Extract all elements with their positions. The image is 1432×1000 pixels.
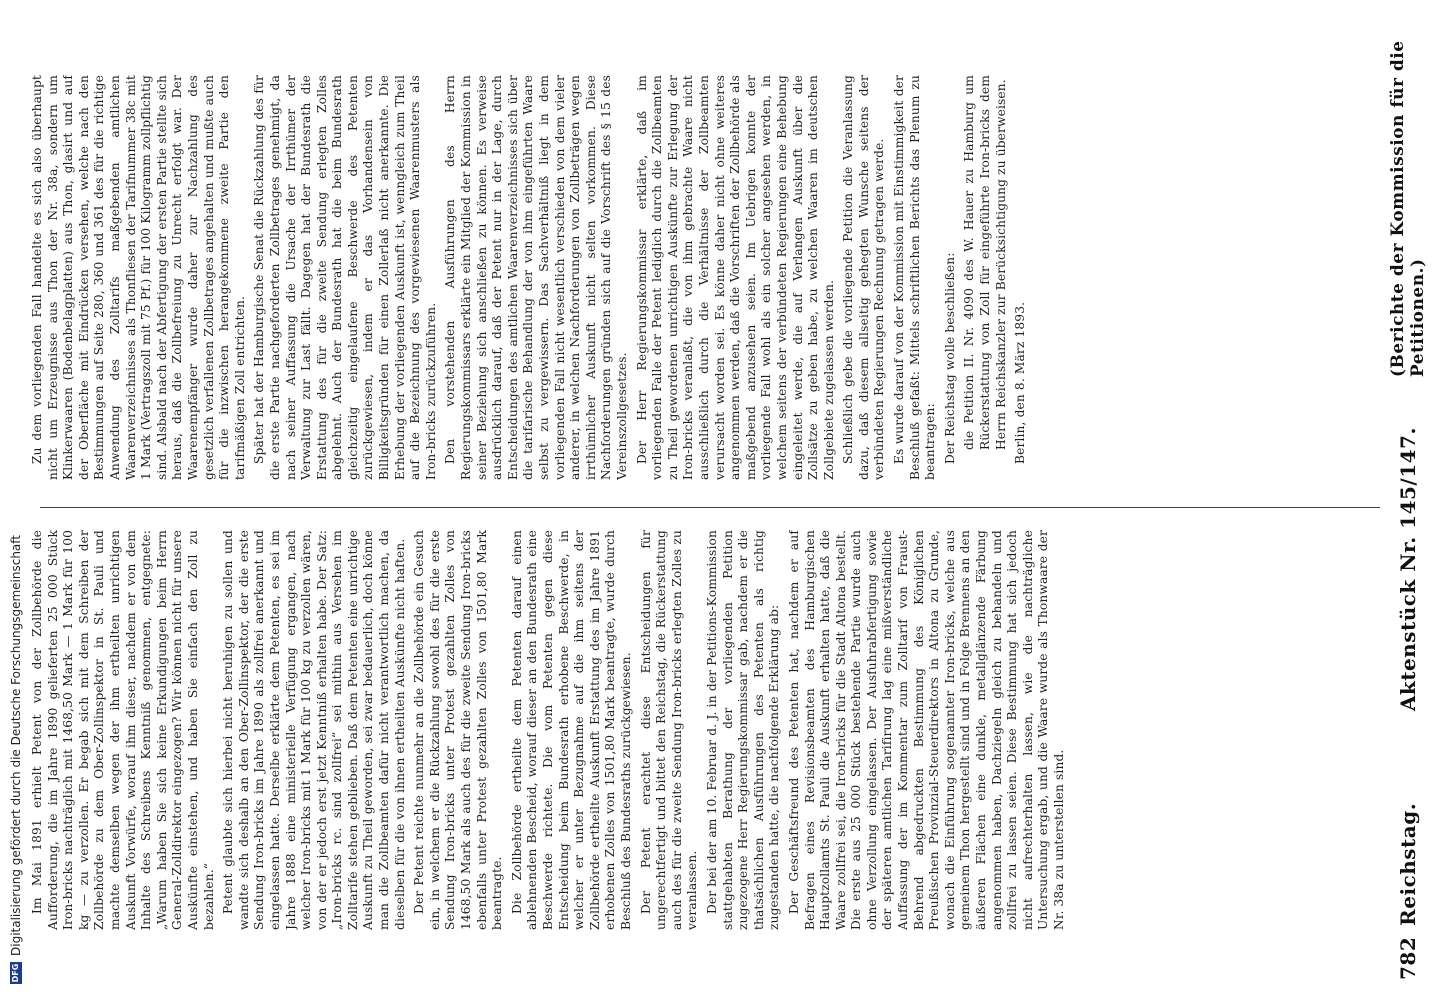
dfg-logo: DFG xyxy=(11,963,20,983)
left-paragraph: Die Zollbehörde ertheilte dem Petenten darauf einen ablehnenden Bescheid, worauf dieser an den Bundesrath eine Beschwerde richtete. Die vom Petenten gegen diese Entscheidung beim Bundesrath erhobene Beschwerde, in welcher er unter Bezugnahme auf die ihm seitens der Zollbehörde ertheilte Auskunft Erstattung des im Jahre 1891 erhobenen Zolles von 1501,80 Mark beantragte, wurde durch Beschluß des Bundesraths zurückgewiesen. xyxy=(509,530,633,930)
page-header xyxy=(1388,20,1428,980)
left-paragraph: Der bei der am 10. Februar d. J. in der Petitions-Kommission stattgehabten Berathung der vorliegenden Petition zugezogene Herr Regierungskommissar gab, nachdem er die thatsächlichen Ausführungen des Petenten als richtig zugestanden hatte, die nachfolgende Erklärung ab: xyxy=(704,530,782,930)
resolution-text: die Petition II. Nr. 4090 des W. Hauer zu Hamburg um Rückerstattung von Zoll für eingeführte Iron-bricks dem Herrn Reichskanzler zur Berücksichtigung zu überweisen. xyxy=(962,75,1008,450)
header-aktenstueck: Aktenstück Nr. 145/147. xyxy=(1396,427,1420,712)
right-paragraph: Später hat der Hamburgische Senat die Rückzahlung des für die erste Partie nachgeforderten Zollbetrages genehmigt, da nach seiner Auffassung die Ursache der Irrthümer der Verwaltung zur Last fällt. Dagegen hat der Bundesrath die Erstattung des für die zweite Sendung erlegten Zolles abgelehnt. Auch der Bundesrath hat die beim Bundesrath gleichzeitig eingelaufene Beschwerde des Petenten zurückgewiesen, indem er das Vorhandensein von Billigkeitsgründen für einen Zollerlaß nicht anerkannte. Die Erhebung der vorliegenden Auskunft ist, wenngleich zum Theil auf die Bezeichnung des vorgewiesenen Waarenmusters als Iron-bricks zurückzuführen. xyxy=(252,75,438,480)
header-section-title: (Berichte der Kommission für die Petitionen.) xyxy=(1388,40,1428,378)
header-reichstag: Reichstag. xyxy=(1396,802,1420,926)
column-divider xyxy=(40,507,1380,508)
digitization-footer xyxy=(6,535,26,984)
left-paragraph: Im Mai 1891 erhielt Petent von der Zollbehörde die Aufforderung, die im Jahre 1890 gelieferten 25 000 Stück Iron-bricks nachträglich mit 1468,50 Mark — 1 Mark für 100 kg — zu verzollen. Er begab sich mit dem Schreiben der Zollbehörde zu dem Ober-Zollinspektor in St. Pauli und machte demselben wegen der ihm ertheilten unrichtigen Auskunft Vorwürfe, worauf ihm dieser, nachdem er von dem Inhalte des Schreibens Kenntniß genommen, entgegnete: „Warum haben Sie sich keine Erkundigungen beim Herrn General-Zolldirektor eingezogen? Wir können nicht für unsere Auskünfte einstehen, und haben Sie einfach den Zoll zu bezahlen.“ xyxy=(30,530,216,930)
left-paragraph: Der Petent erachtet diese Entscheidungen für ungerechtfertigt und bittet den Reichstag, die Rückerstattung auch des für die zweite Sendung Iron-bricks erlegten Zolles zu veranlassen. xyxy=(638,530,700,930)
right-paragraph: Den vorstehenden Ausführungen des Herrn Regierungskommissars erklärte ein Mitglied der Kommission in seiner Beziehung sich anschließen zu können. Es verweise ausdrücklich darauf, daß der Petent nur in der Lage, durch Entscheidungen des amtlichen Waarenverzeichnisses sich über die tarifarische Behandlung der von ihm eingeführten Waare selbst zu vergewissern. Das Sachverhältniß liegt in dem vorliegenden Fall nicht wesentlich verschieden von dem vieler anderer, in welchen Nachforderungen von Zollbeträgen wegen irrthümlicher Auskunft nicht selten vorkommen. Diese Nachforderungen gründen sich auf die Vorschrift des § 15 des Vereinszollgesetzes. xyxy=(443,75,629,480)
right-paragraph: Der Herr Regierungskommissar erklärte, daß im vorliegenden Falle der Petent lediglich durch die Zollbeamten zu Theil gewordenen unrichtigen Auskünfte zur Erlegung der Iron-bricks veranlaßt, die von ihm gebrachte Waare nicht ausschließlich durch die Verhältnisse der Zollbeamten verursacht worden sei. Es könne daher nicht ohne weiteres angenommen werden, daß die Vorschriften der Zollbehörde als maßgebend anzusehen seien. Im Uebrigen konnte der vorliegende Fall wohl als ein solcher angesehen werden, in welchem seitens der verbündeten Regierungen eine Behebung eingeleitet werde, die auf Verlangen Auskunft über die Zollsätze zu geben habe, zu welchen Waaren im deutschen Zollgebiete zugelassen werden. xyxy=(634,75,836,480)
footer-text: Digitalisierung gefördert durch die Deutsche Forschungsgemeinschaft xyxy=(9,534,23,956)
left-paragraph: Petent glaubte sich hierbei nicht beruhigen zu sollen und wandte sich deshalb an den Ober-Zollinspektor, der die erste Sendung Iron-bricks im Jahre 1890 als zollfrei anerkannt und eingelassen hatte. Derselbe erklärte dem Petenten, es sei im Jahre 1888 eine ministerielle Verfügung ergangen, nach welcher Iron-bricks mit 1 Mark für 100 kg zu verzollen wären, von der er jedoch erst jetzt Kenntniß erhalten habe. Der Satz: „Iron-bricks rc. sind zollfrei“ sei mithin aus Versehen im Zolltarife stehen geblieben. Daß dem Petenten eine unrichtige Auskunft zu Theil geworden, sei zwar bedauerlich, doch könne man die Zollbeamten dafür nicht verantwortlich machen, da dieselben für die von ihnen ertheilten Auskünfte nicht haften. xyxy=(221,530,407,930)
signature-date: Berlin, den 8. März 1893. xyxy=(1013,301,1028,464)
left-paragraph: Der Geschäftsfreund des Petenten hat, nachdem er auf Befragen eines Revisionsbeamten des Hamburgischen Hauptzollamts St. Pauli die Auskunft erhalten hatte, daß die Waare zollfrei sei, die Iron-bricks für die Stadt Altona bestellt. Die erste aus 25 000 Stück bestehende Partie wurde auch ohne Verzollung eingelassen. Der Ausfuhrabfertigung sowie der späteren amtlichen Tarifirung lag eine mißverständliche Auffassung der im Kommentar zum Zolltarif von Fraust-Behrend abgedruckten Bestimmung des Königlichen Preußischen Provinzial-Steuerdirektors in Altona zu Grunde, wonach die Einführung sogenannter Iron-bricks, welche aus gemeinem Thon hergestellt sind und in Folge Brennens an den äußeren Flächen eine dunkle, metallglänzende Färbung angenommen haben, Dachziegeln gleich zu behandeln und zollfrei zu lassen seien. Diese Bestimmung hat sich jedoch nicht aufrechterhalten lassen, wie die nachträgliche Untersuchung ergab, und die Waare wurde als Thonwaare der Nr. 38a zu unterstellen sind. xyxy=(786,530,1066,930)
right-paragraph: Schließlich gebe die vorliegende Petition die Veranlassung dazu, daß diesem allseitig gehegten Wunsche seitens der verbündeten Regierungen Rechnung getragen werde. xyxy=(841,75,887,480)
right-paragraph: Es wurde darauf von der Kommission mit Einstimmigkeit der Beschluß gefaßt: Mittels schriftlichen Berichts das Plenum zu beantragen: xyxy=(892,75,938,480)
right-column xyxy=(30,75,1390,480)
right-paragraph: Der Reichstag wolle beschließen: xyxy=(942,252,957,464)
left-column xyxy=(30,530,1390,930)
left-paragraph: Der Petent reichte nunmehr an die Zollbehörde ein Gesuch ein, in welchem er die Rückzahlung sowohl des für die erste Sendung Iron-bricks unter Protest gezahlten Zolles von 1468,50 Mark als auch des für die zweite Sendung Iron-bricks ebenfalls unter Protest gezahlten Zolles von 1501,80 Mark beantragte. xyxy=(412,530,505,930)
right-paragraph: Zu dem vorliegenden Fall handelte es sich also überhaupt nicht um Erzeugnisse aus Thon der Nr. 38a, sondern um Klinkerwaaren (Bodenbelagplatten) aus Thon, glasirt und auf der Oberfläche mit Eindrücken versehen, welche nach den Bestimmungen auf Seite 280, 360 und 361 des für die richtige Anwendung des Zolltarifs maßgebenden amtlichen Waarenverzeichnisses als Thonfliesen der Tarifnummer 38c mit 1 Mark (Vertragszoll mit 75 Pf.) für 100 Kilogramm zollpflichtig sind. Alsbald nach der Abfertigung der ersten Partie stellte sich heraus, daß die Zollbefreiung zu Unrecht erfolgt war. Der Waarenempfänger wurde daher zur Nachzahlung des gesetzlich verfallenen Zollbetrages angehalten und mußte auch für die inzwischen herangekommene zweite Partie den tarifmäßigen Zoll entrichten. xyxy=(30,75,247,480)
page-number: 782 xyxy=(1396,936,1420,980)
